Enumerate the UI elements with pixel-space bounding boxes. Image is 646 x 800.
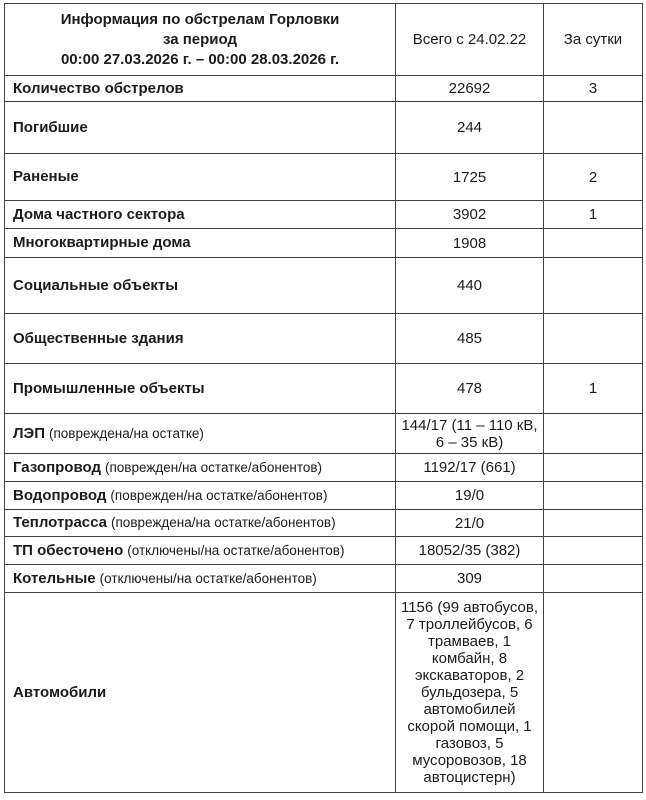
row-daily [544,482,643,510]
row-daily [544,229,643,258]
row-daily [544,510,643,537]
row-label: ЛЭП [13,424,45,442]
table-row [5,565,643,593]
table-row [5,593,643,793]
row-total: 22692 [396,76,544,102]
row-daily: 1 [544,364,643,414]
table-period: 00:00 27.03.2026 г. – 00:00 28.03.2026 г. [60,50,340,68]
table-row [5,482,643,510]
row-label-cell [5,76,396,102]
row-note: (повреждена/на остатке/абонентов) [111,515,336,530]
row-label: Общественные здания [13,329,184,347]
row-daily [544,258,643,314]
shelling-report [4,3,642,793]
row-total: 244 [396,102,544,154]
row-label-cell [5,565,396,593]
table-row [5,454,643,482]
row-note: (отключены/на остатке/абонентов) [99,570,317,586]
row-total: 144/17 (11 – 110 кВ, 6 – 35 кВ) [396,414,544,454]
row-daily: 2 [544,154,643,201]
row-total: 309 [396,565,544,593]
row-total: 1908 [396,229,544,258]
row-label-cell [5,229,396,258]
table-row [5,154,643,201]
table-row [5,364,643,414]
row-label-cell [5,593,396,793]
table-row [5,510,643,537]
table-header [5,4,643,76]
row-total: 1192/17 (661) [396,454,544,482]
table-title-cell [5,4,396,76]
table-row [5,76,643,102]
row-note: (повреждена/на остатке) [48,425,204,441]
row-daily [544,414,643,454]
row-total: 478 [396,364,544,414]
row-label: ТП обесточено [13,541,124,559]
row-label-cell [5,314,396,364]
col-header-daily: За сутки [544,4,643,76]
col-header-total: Всего с 24.02.22 [396,4,544,76]
row-label: Котельные [13,569,96,587]
table-row [5,414,643,454]
row-label-cell [5,482,396,510]
row-daily [544,565,643,593]
table-row [5,537,643,565]
row-total: 19/0 [396,482,544,510]
table-title: Информация по обстрелам Горловки [60,10,340,28]
row-label: Многоквартирные дома [13,234,191,251]
row-label-cell [5,102,396,154]
row-daily [544,102,643,154]
row-total: 485 [396,314,544,364]
row-label-cell [5,510,396,537]
row-label: Социальные объекты [13,276,179,294]
header-row [5,4,643,76]
row-daily: 3 [544,76,643,102]
row-label-cell [5,154,396,201]
table-row [5,201,643,229]
table-row [5,258,643,314]
row-label-cell [5,201,396,229]
row-label: Газопровод [13,458,101,476]
row-label-cell [5,537,396,565]
row-label-cell [5,414,396,454]
table-row [5,314,643,364]
row-label-cell [5,454,396,482]
row-label-cell [5,258,396,314]
table-subtitle: за период [162,30,238,48]
row-label: Автомобили [13,683,107,701]
row-note: (отключены/на остатке/абонентов) [127,542,345,558]
table-row [5,229,643,258]
row-total: 440 [396,258,544,314]
row-total: 1156 (99 автобусов, 7 троллейбусов, 6 трамваев, 1 комбайн, 8 экскаваторов, 2 бульдозера, 5 автомобилей скорой помощи, 1 газовоз, 5 мусоровозов, 18 автоцистерн) [396,593,544,793]
row-daily [544,593,643,793]
table-row [5,102,643,154]
row-label-cell [5,364,396,414]
row-label: Дома частного сектора [13,205,185,223]
row-label: Погибшие [13,118,88,136]
row-label: Количество обстрелов [13,79,184,97]
row-daily [544,314,643,364]
row-total: 1725 [396,154,544,201]
row-label: Теплотрасса [13,514,107,531]
row-total: 21/0 [396,510,544,537]
shelling-info-table [4,3,643,793]
row-label: Водопровод [13,486,107,504]
row-note: (поврежден/на остатке/абонентов) [104,459,323,475]
row-daily: 1 [544,201,643,229]
row-note: (поврежден/на остатке/абонентов) [110,487,328,503]
row-daily [544,537,643,565]
row-label: Промышленные объекты [13,379,205,397]
table-body [5,76,643,793]
row-total: 3902 [396,201,544,229]
row-label: Раненые [13,168,79,185]
row-daily [544,454,643,482]
row-total: 18052/35 (382) [396,537,544,565]
